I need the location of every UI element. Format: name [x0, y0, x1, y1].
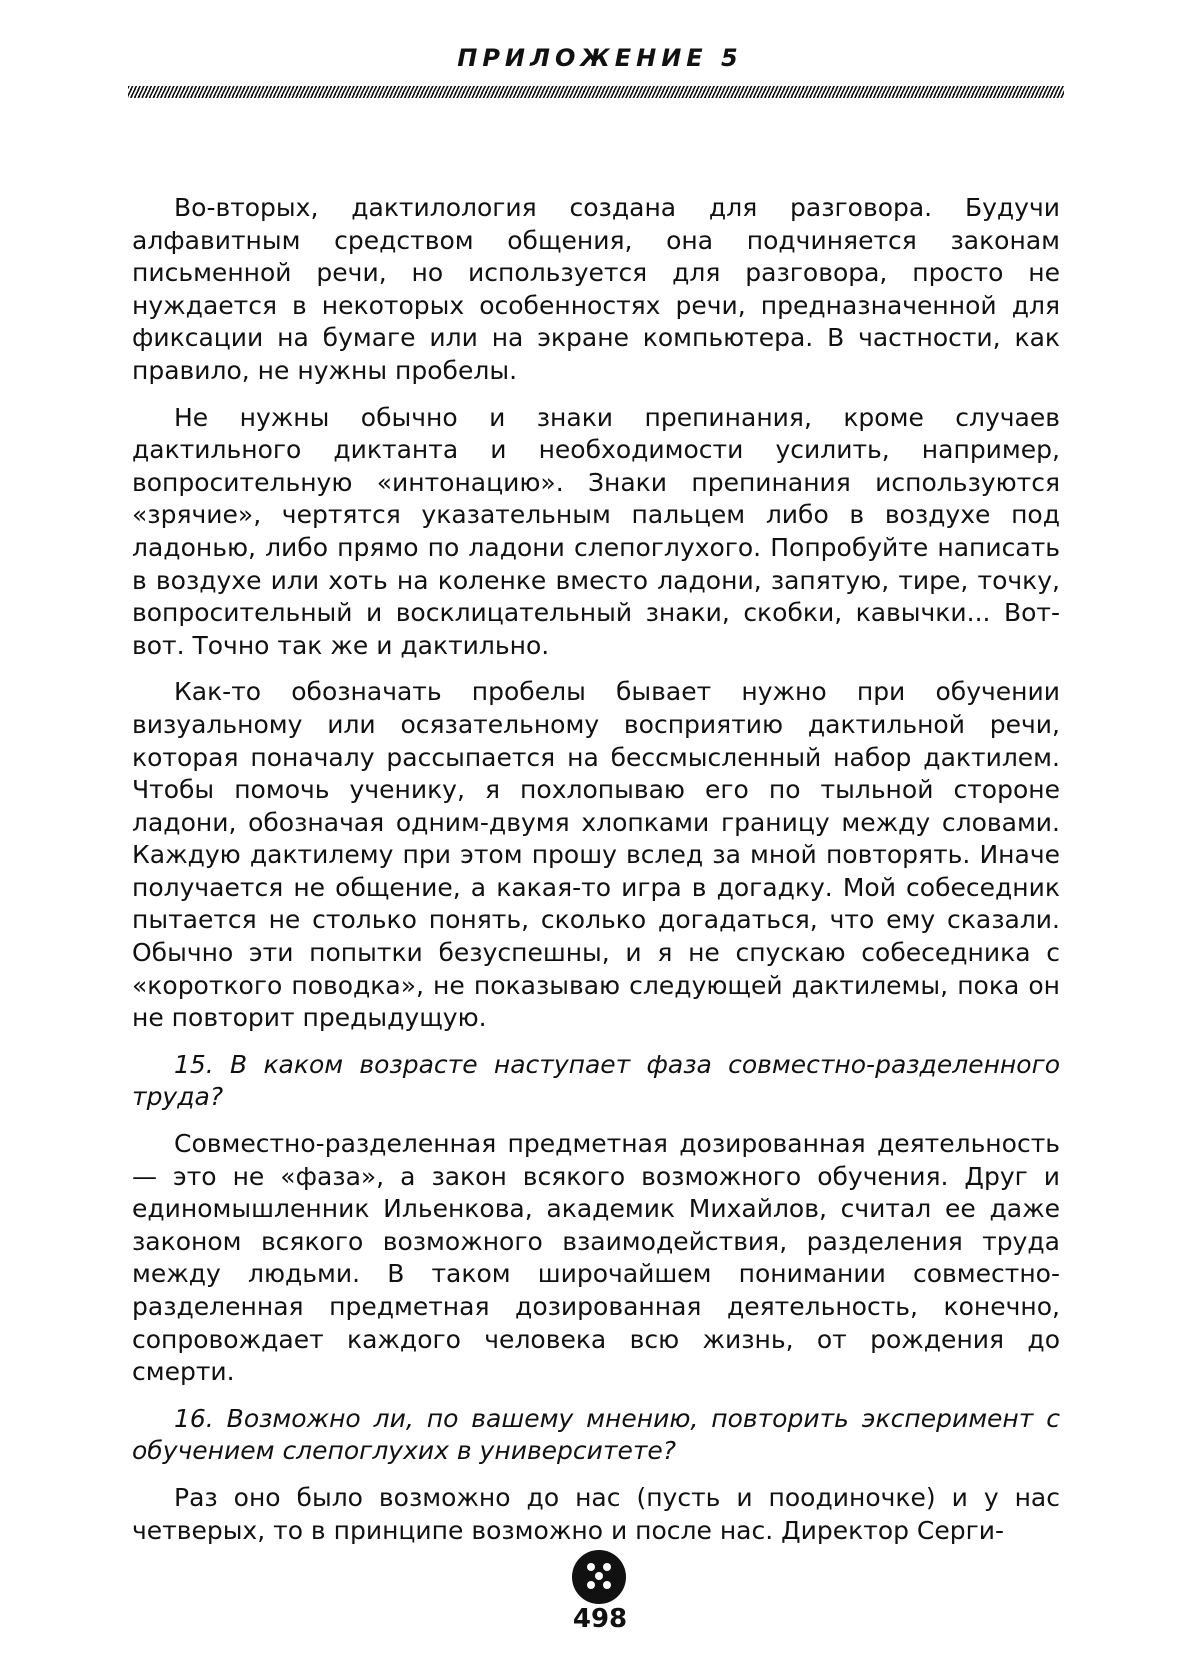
question-16: 16. Возможно ли, по вашему мнению, повторить эксперимент с обучением слепоглухих в университете?	[132, 1403, 1060, 1466]
paragraph-dactylology-conversation: Во-вторых, дактилология создана для разговора. Будучи алфавитным средством общения, она подчиняется законам письменной речи, но используется для разговора, просто не нуждается в некоторых особенностях речи, предназначенной для фиксации на бумаге или на экране компьютера. В частности, как правило, не нужны пробелы.	[132, 193, 1060, 385]
paragraph-punctuation: Не нужны обычно и знаки препинания, кроме случаев дактильного диктанта и необходимости усилить, например, вопросительную «интонацию». Знаки препинания используются «зрячие», чертятся указательным пальцем либо в воздухе под ладонью, либо прямо по ладони слепоглухого. Попробуйте написать в воздухе или хоть на коленке вместо ладони, запятую, тире, точку, вопросительный и восклицательный знаки, скобки, кавычки... Вот-вот. Точно так же и дактильно.	[132, 402, 1060, 660]
answer-15: Совместно-разделенная предметная дозированная деятельность — это не «фаза», а закон всякого возможного обучения. Друг и единомышленник Ильенкова, академик Михайлов, считал ее даже законом всякого возможного взаимодействия, разделения труда между людьми. В таком широчайшем понимании совместно-разделенная предметная дозированная деятельность, конечно, сопровождает каждого человека всю жизнь, от рождения до смерти.	[132, 1129, 1060, 1387]
page-body	[132, 192, 1060, 1547]
question-15: 15. В каком возрасте наступает фаза совместно-разделенного труда?	[132, 1049, 1060, 1112]
dotted-circle-ornament-icon	[572, 1550, 626, 1604]
page-number: 498	[572, 1604, 628, 1634]
header-hatched-rule	[128, 86, 1064, 98]
page-header-title: ПРИЛОЖЕНИЕ 5	[457, 44, 743, 72]
answer-16: Раз оно было возможно до нас (пусть и поодиночке) и у нас четверых, то в принципе возможно и после нас. Директор Серги-	[132, 1482, 1060, 1545]
paragraph-spaces-learning: Как-то обозначать пробелы бывает нужно при обучении визуальному или осязательному восприятию дактильной речи, которая поначалу рассыпается на бессмысленный набор дактилем. Чтобы помочь ученику, я похлопываю его по тыльной стороне ладони, обозначая одним-двумя хлопками границу между словами. Каждую дактилему при этом прошу вслед за мной повторять. Иначе получается не общение, а какая-то игра в догадку. Мой собеседник пытается не столько понять, сколько догадаться, что ему сказали. Обычно эти попытки безуспешны, и я не спускаю собеседника с «короткого поводка», не показываю следующей дактилемы, пока он не повторит предыдущую.	[132, 677, 1060, 1033]
